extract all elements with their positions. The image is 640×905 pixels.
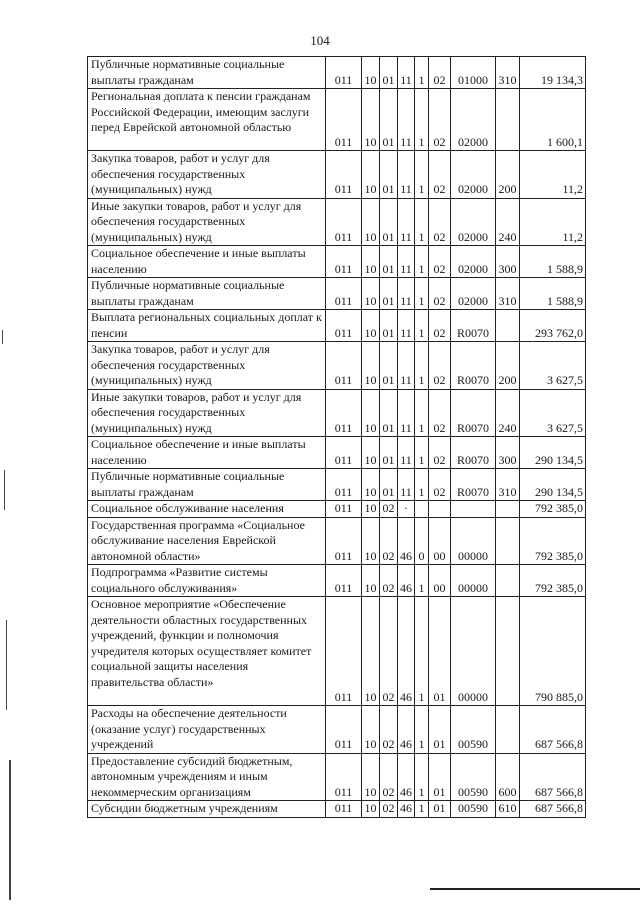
code-cell-p1: 11 [398,246,415,278]
code-cell-vr: 200 [496,342,520,390]
code-cell-p3: 02 [429,310,451,342]
row-name-cell: Закупка товаров, работ и услуг для обеспечения государственных (муниципальных) нужд [88,342,326,390]
code-cell-p1: · [398,501,415,518]
code-cell-p4: 02000 [451,198,496,246]
code-cell-grbs: 011 [326,597,362,706]
code-cell-vr: 200 [496,151,520,199]
code-cell-pr: 02 [380,597,398,706]
code-cell-grbs: 011 [326,342,362,390]
row-name-cell: Социальное обеспечение и иные выплаты населению [88,437,326,469]
code-cell-p4: 00590 [451,706,496,754]
code-cell-p3: 02 [429,57,451,89]
code-cell-grbs: 011 [326,89,362,151]
row-name-cell: Государственная программа «Социальное обслуживание населения Еврейской автономной области» [88,517,326,565]
code-cell-grbs: 011 [326,706,362,754]
code-cell-p1: 11 [398,89,415,151]
code-cell-vr [496,89,520,151]
code-cell-pr: 02 [380,706,398,754]
code-cell-p1: 46 [398,801,415,818]
code-cell-rz: 10 [362,389,380,437]
code-cell-rz: 10 [362,517,380,565]
row-name-cell: Публичные нормативные социальные выплаты гражданам [88,57,326,89]
code-cell-pr: 01 [380,342,398,390]
table-row [88,246,586,278]
amount-cell: 290 134,5 [520,469,586,501]
code-cell-vr [496,310,520,342]
code-cell-vr: 240 [496,389,520,437]
row-name-cell: Региональная доплата к пенсии гражданам Российской Федерации, имеющим заслуги перед Еврейской автономной областью [88,89,326,151]
code-cell-pr: 02 [380,517,398,565]
scan-edge-mark [9,760,11,900]
code-cell-rz: 10 [362,437,380,469]
row-name-cell: Выплата региональных социальных доплат к пенсии [88,310,326,342]
code-cell-grbs: 011 [326,501,362,518]
code-cell-p3 [429,501,451,518]
code-cell-p2: 1 [415,151,429,199]
code-cell-p2: 1 [415,469,429,501]
code-cell-vr [496,565,520,597]
code-cell-rz: 10 [362,278,380,310]
code-cell-p2: 1 [415,565,429,597]
amount-cell: 687 566,8 [520,801,586,818]
code-cell-p1: 46 [398,517,415,565]
code-cell-rz: 10 [362,501,380,518]
code-cell-p3: 02 [429,151,451,199]
code-cell-rz: 10 [362,198,380,246]
code-cell-p2: 1 [415,437,429,469]
code-cell-grbs: 011 [326,151,362,199]
table-row [88,706,586,754]
table-row [88,57,586,89]
code-cell-grbs: 011 [326,753,362,801]
code-cell-p4: R0070 [451,469,496,501]
code-cell-p4: 00590 [451,753,496,801]
code-cell-pr: 02 [380,565,398,597]
code-cell-grbs: 011 [326,437,362,469]
code-cell-rz: 10 [362,597,380,706]
row-name-cell: Публичные нормативные социальные выплаты гражданам [88,278,326,310]
code-cell-pr: 01 [380,437,398,469]
row-name-cell: Социальное обеспечение и иные выплаты населению [88,246,326,278]
scan-edge-mark [6,620,7,710]
code-cell-vr: 310 [496,469,520,501]
code-cell-vr [496,597,520,706]
code-cell-grbs: 011 [326,801,362,818]
code-cell-pr: 02 [380,753,398,801]
code-cell-p1: 11 [398,151,415,199]
table-row [88,597,586,706]
amount-cell: 3 627,5 [520,342,586,390]
code-cell-p1: 11 [398,342,415,390]
table-row [88,389,586,437]
row-name-cell: Субсидии бюджетным учреждениям [88,801,326,818]
code-cell-rz: 10 [362,565,380,597]
row-name-cell: Социальное обслуживание населения [88,501,326,518]
code-cell-grbs: 011 [326,389,362,437]
code-cell-p3: 00 [429,565,451,597]
code-cell-vr: 610 [496,801,520,818]
code-cell-p2: 1 [415,597,429,706]
scan-edge-mark [4,470,5,510]
code-cell-pr: 01 [380,469,398,501]
code-cell-p2: 1 [415,57,429,89]
code-cell-p4: 02000 [451,151,496,199]
code-cell-p4: 01000 [451,57,496,89]
code-cell-p2: 1 [415,198,429,246]
code-cell-rz: 10 [362,342,380,390]
code-cell-vr: 310 [496,57,520,89]
code-cell-p2: 1 [415,801,429,818]
code-cell-p3: 00 [429,517,451,565]
code-cell-p3: 01 [429,597,451,706]
code-cell-p4: 02000 [451,89,496,151]
row-name-cell: Расходы на обеспечение деятельности (оказание услуг) государственных учреждений [88,706,326,754]
code-cell-grbs: 011 [326,517,362,565]
code-cell-vr: 300 [496,246,520,278]
code-cell-p2: 1 [415,753,429,801]
table-row [88,342,586,390]
amount-cell: 792 385,0 [520,501,586,518]
code-cell-p1: 11 [398,198,415,246]
code-cell-p1: 46 [398,565,415,597]
table-row [88,753,586,801]
code-cell-grbs: 011 [326,198,362,246]
code-cell-p4: 02000 [451,246,496,278]
code-cell-p2: 1 [415,278,429,310]
code-cell-p3: 02 [429,89,451,151]
code-cell-rz: 10 [362,706,380,754]
code-cell-vr: 240 [496,198,520,246]
table-row [88,89,586,151]
amount-cell: 11,2 [520,198,586,246]
code-cell-p2: 1 [415,706,429,754]
amount-cell: 687 566,8 [520,753,586,801]
scan-edge-mark [2,330,3,344]
row-name-cell: Предоставление субсидий бюджетным, автономным учреждениям и иным некоммерческим организациям [88,753,326,801]
code-cell-p2: 1 [415,342,429,390]
code-cell-p1: 11 [398,57,415,89]
code-cell-vr: 300 [496,437,520,469]
code-cell-rz: 10 [362,310,380,342]
code-cell-p2 [415,501,429,518]
amount-cell: 687 566,8 [520,706,586,754]
amount-cell: 293 762,0 [520,310,586,342]
table-row [88,278,586,310]
code-cell-grbs: 011 [326,310,362,342]
code-cell-vr: 600 [496,753,520,801]
code-cell-vr [496,517,520,565]
code-cell-p2: 1 [415,389,429,437]
table-row [88,198,586,246]
code-cell-p3: 02 [429,246,451,278]
code-cell-pr: 02 [380,801,398,818]
code-cell-grbs: 011 [326,246,362,278]
code-cell-p2: 1 [415,89,429,151]
code-cell-rz: 10 [362,469,380,501]
amount-cell: 790 885,0 [520,597,586,706]
code-cell-grbs: 011 [326,565,362,597]
code-cell-pr: 02 [380,501,398,518]
amount-cell: 1 588,9 [520,278,586,310]
amount-cell: 3 627,5 [520,389,586,437]
code-cell-p1: 11 [398,389,415,437]
code-cell-vr [496,501,520,518]
code-cell-pr: 01 [380,389,398,437]
code-cell-rz: 10 [362,246,380,278]
code-cell-p3: 01 [429,801,451,818]
code-cell-p4: R0070 [451,437,496,469]
row-name-cell: Основное мероприятие «Обеспечение деятельности областных государственных учреждений, функции и полномочия учредителя которых осуществляет комитет социальной защиты населения правительства области» [88,597,326,706]
amount-cell: 290 134,5 [520,437,586,469]
table-row [88,801,586,818]
code-cell-rz: 10 [362,89,380,151]
table-row [88,469,586,501]
code-cell-p1: 46 [398,753,415,801]
table-row [88,310,586,342]
code-cell-p3: 02 [429,469,451,501]
row-name-cell: Закупка товаров, работ и услуг для обеспечения государственных (муниципальных) нужд [88,151,326,199]
code-cell-p4: 00590 [451,801,496,818]
code-cell-grbs: 011 [326,278,362,310]
code-cell-pr: 01 [380,57,398,89]
code-cell-pr: 01 [380,151,398,199]
code-cell-p4: 00000 [451,597,496,706]
code-cell-rz: 10 [362,151,380,199]
table-row [88,437,586,469]
amount-cell: 1 588,9 [520,246,586,278]
code-cell-p3: 01 [429,706,451,754]
code-cell-p1: 11 [398,469,415,501]
table-body [88,57,586,818]
code-cell-vr: 310 [496,278,520,310]
code-cell-p1: 11 [398,278,415,310]
code-cell-pr: 01 [380,310,398,342]
row-name-cell: Публичные нормативные социальные выплаты гражданам [88,469,326,501]
amount-cell: 11,2 [520,151,586,199]
code-cell-rz: 10 [362,57,380,89]
code-cell-p4 [451,501,496,518]
code-cell-grbs: 011 [326,469,362,501]
code-cell-rz: 10 [362,753,380,801]
budget-table [87,56,586,818]
code-cell-p2: 1 [415,246,429,278]
code-cell-p1: 46 [398,706,415,754]
table-row [88,501,586,518]
amount-cell: 19 134,3 [520,57,586,89]
code-cell-p4: 02000 [451,278,496,310]
page-number: 104 [310,33,330,48]
code-cell-pr: 01 [380,89,398,151]
code-cell-p1: 46 [398,597,415,706]
code-cell-pr: 01 [380,246,398,278]
code-cell-pr: 01 [380,278,398,310]
amount-cell: 792 385,0 [520,565,586,597]
code-cell-grbs: 011 [326,57,362,89]
code-cell-pr: 01 [380,198,398,246]
table-row [88,151,586,199]
row-name-cell: Иные закупки товаров, работ и услуг для обеспечения государственных (муниципальных) нужд [88,198,326,246]
amount-cell: 1 600,1 [520,89,586,151]
table-row [88,517,586,565]
row-name-cell: Иные закупки товаров, работ и услуг для обеспечения государственных (муниципальных) нужд [88,389,326,437]
code-cell-p4: 00000 [451,517,496,565]
code-cell-p3: 01 [429,753,451,801]
code-cell-rz: 10 [362,801,380,818]
code-cell-p1: 11 [398,310,415,342]
scan-bottom-line [430,888,640,890]
code-cell-vr [496,706,520,754]
code-cell-p3: 02 [429,198,451,246]
code-cell-p3: 02 [429,342,451,390]
code-cell-p4: R0070 [451,342,496,390]
row-name-cell: Подпрограмма «Развитие системы социального обслуживания» [88,565,326,597]
code-cell-p3: 02 [429,278,451,310]
code-cell-p1: 11 [398,437,415,469]
code-cell-p4: 00000 [451,565,496,597]
amount-cell: 792 385,0 [520,517,586,565]
code-cell-p3: 02 [429,389,451,437]
code-cell-p3: 02 [429,437,451,469]
table-row [88,565,586,597]
code-cell-p2: 1 [415,310,429,342]
code-cell-p2: 0 [415,517,429,565]
code-cell-p4: R0070 [451,389,496,437]
code-cell-p4: R0070 [451,310,496,342]
